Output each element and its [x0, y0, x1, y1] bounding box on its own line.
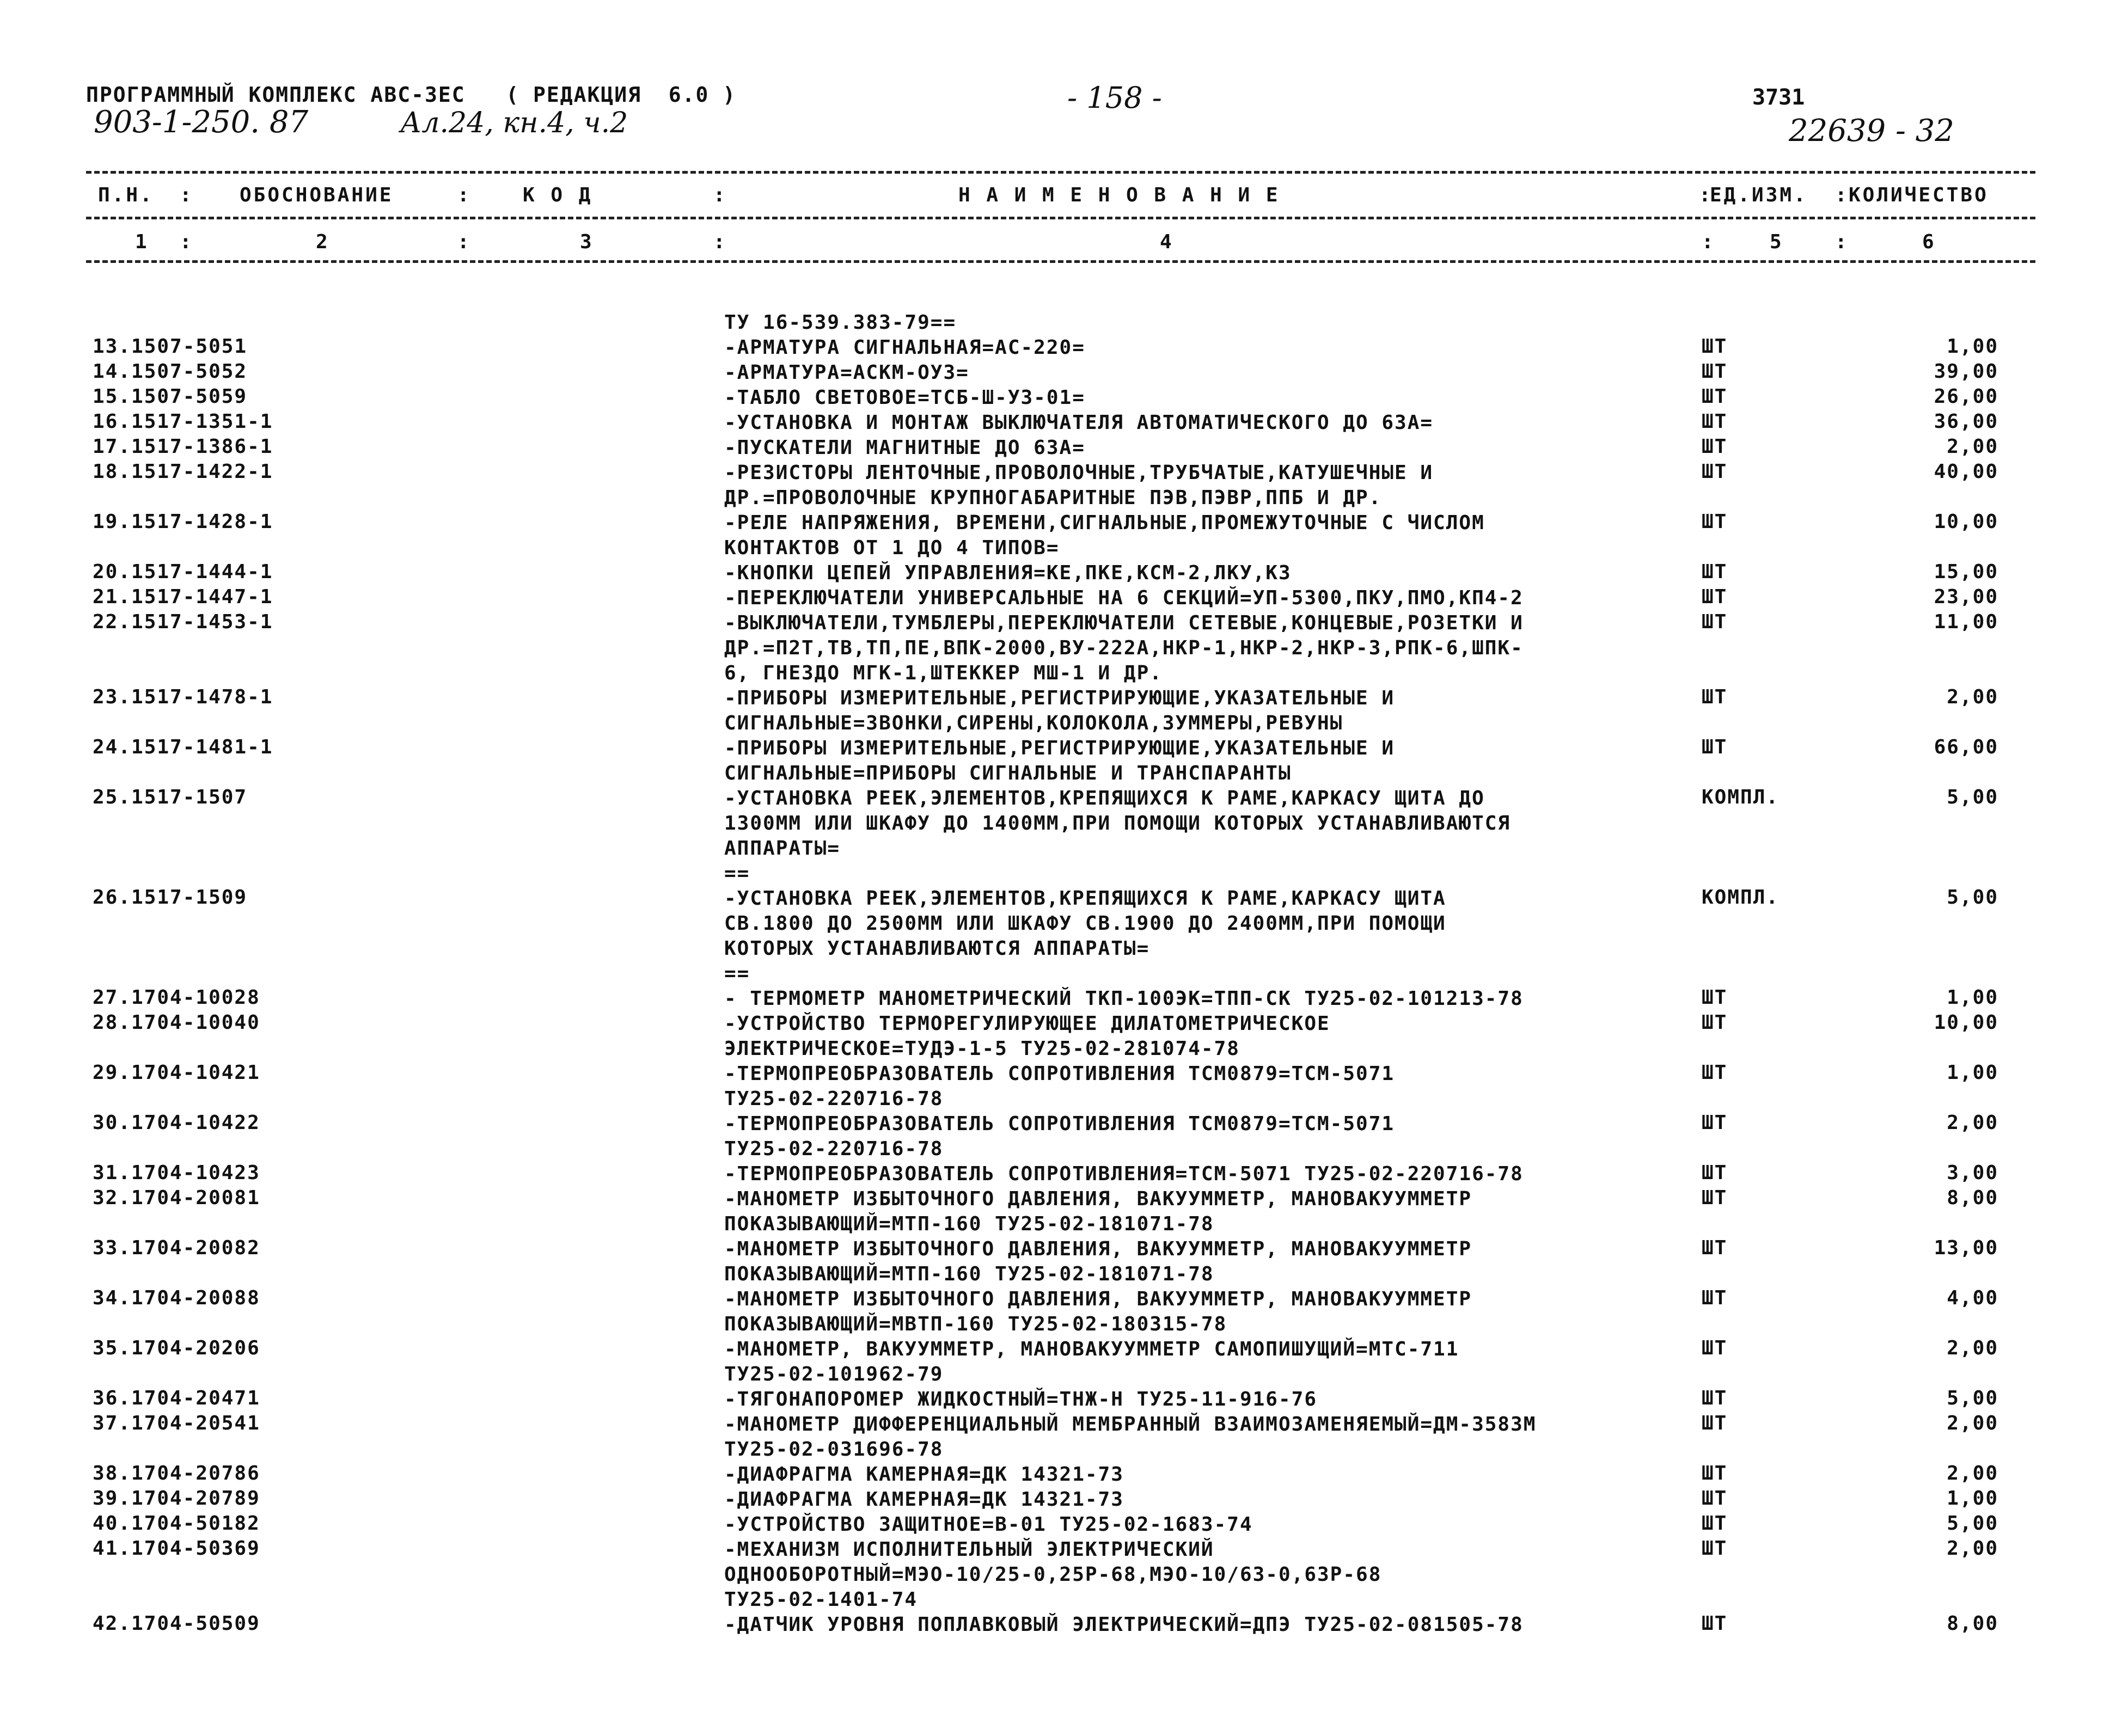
row-unit: ШТ: [1702, 1337, 1728, 1359]
row-position-code: 25.1517-1507: [93, 786, 248, 808]
row-unit: КОМПЛ.: [1702, 886, 1779, 909]
row-description-line: -МЕХАНИЗМ ИСПОЛНИТЕЛЬНЫЙ ЭЛЕКТРИЧЕСКИЙ: [724, 1538, 1214, 1561]
row-description-line: -АРМАТУРА СИГНАЛЬНАЯ=АС-220=: [724, 336, 1085, 359]
row-position-code: 31.1704-10423: [93, 1162, 260, 1184]
row-quantity: 13,00: [1934, 1237, 1998, 1259]
row-description-line: -ДАТЧИК УРОВНЯ ПОПЛАВКОВЫЙ ЭЛЕКТРИЧЕСКИЙ=ДПЭ ТУ25-02-081505-78: [724, 1614, 1524, 1636]
row-description-line: -ПЕРЕКЛЮЧАТЕЛИ УНИВЕРСАЛЬНЫЕ НА 6 СЕКЦИЙ=УП-5300,ПКУ,ПМО,КП4-2: [724, 587, 1524, 609]
row-unit: ШТ: [1702, 1512, 1728, 1535]
row-description-line: СИГНАЛЬНЫЕ=ПРИБОРЫ СИГНАЛЬНЫЕ И ТРАНСПАРАНТЫ: [724, 762, 1292, 784]
row-unit: ШТ: [1702, 1537, 1728, 1560]
row-description: [724, 1187, 1699, 1237]
row-unit: ШТ: [1702, 1112, 1728, 1134]
row-unit: ШТ: [1702, 461, 1728, 483]
col-number-3: 3: [580, 231, 592, 253]
row-description: [724, 1387, 1699, 1412]
row-description-line: -ПУСКАТЕЛИ МАГНИТНЫЕ ДО 63А=: [724, 437, 1085, 459]
row-quantity: 1,00: [1947, 986, 1998, 1009]
row-position-code: 24.1517-1481-1: [93, 736, 273, 758]
row-position-code: 37.1704-20541: [93, 1412, 260, 1434]
row-description: [724, 511, 1699, 561]
row-position-code: 29.1704-10421: [93, 1062, 260, 1084]
row-position-code: 22.1517-1453-1: [93, 611, 273, 633]
row-description-line: ПОКАЗЫВАЮЩИЙ=МТП-160 ТУ25-02-181071-78: [724, 1263, 1214, 1285]
row-position-code: 30.1704-10422: [93, 1112, 260, 1134]
row-description-line: ОДНООБОРОТНЫЙ=МЭО-10/25-0,25Р-68,МЭО-10/63-0,63Р-68: [724, 1563, 1382, 1586]
document-code: 903-1-250. 87: [94, 105, 309, 140]
row-description-line: -ТЕРМОПРЕОБРАЗОВАТЕЛЬ СОПРОТИВЛЕНИЯ=ТСМ-5071 ТУ25-02-220716-78: [724, 1163, 1524, 1185]
row-description-line: -МАНОМЕТР ИЗБЫТОЧНОГО ДАВЛЕНИЯ, ВАКУУММЕТР, МАНОВАКУУММЕТР: [724, 1238, 1472, 1260]
archive-number: 3731: [1752, 85, 1805, 110]
row-description: [724, 1112, 1699, 1162]
row-position-code: 33.1704-20082: [93, 1237, 260, 1259]
program-title: ПРОГРАММНЫЙ КОМПЛЕКС АВС-3ЕС ( РЕДАКЦИЯ 6.0 ): [86, 83, 737, 107]
row-quantity: 11,00: [1934, 611, 1998, 633]
row-description-line: КОНТАКТОВ ОТ 1 ДО 4 ТИПОВ=: [724, 537, 1060, 559]
row-quantity: 2,00: [1947, 1412, 1998, 1434]
col-header-name: Н А И М Е Н О В А Н И Е: [958, 184, 1280, 206]
col-number-1: 1: [135, 231, 147, 253]
row-unit: ШТ: [1702, 1162, 1728, 1184]
row-quantity: 4,00: [1947, 1287, 1998, 1309]
row-description-line: -РЕЗИСТОРЫ ЛЕНТОЧНЫЕ,ПРОВОЛОЧНЫЕ,ТРУБЧАТЫЕ,КАТУШЕЧНЫЕ И: [724, 462, 1434, 484]
row-description: [724, 461, 1699, 511]
row-quantity: 8,00: [1947, 1187, 1998, 1209]
row-position-code: 34.1704-20088: [93, 1287, 260, 1309]
row-unit: ШТ: [1702, 1187, 1728, 1209]
row-description-line: КОТОРЫХ УСТАНАВЛИВАЮТСЯ АППАРАТЫ=: [724, 937, 1150, 960]
row-quantity: 10,00: [1934, 511, 1998, 533]
row-description: [724, 611, 1699, 686]
col-header-basis: ОБОСНОВАНИЕ: [240, 184, 394, 206]
row-description-line: -РЕЛЕ НАПРЯЖЕНИЯ, ВРЕМЕНИ,СИГНАЛЬНЫЕ,ПРОМЕЖУТОЧНЫЕ С ЧИСЛОМ: [724, 512, 1485, 534]
col-header-unit: ЕД.ИЗМ.: [1710, 184, 1808, 206]
row-quantity: 10,00: [1934, 1011, 1998, 1034]
row-quantity: 2,00: [1947, 1462, 1998, 1485]
row-quantity: 1,00: [1947, 1062, 1998, 1084]
row-quantity: 5,00: [1947, 1387, 1998, 1409]
row-unit: КОМПЛ.: [1702, 786, 1779, 808]
row-description-line: ==: [724, 862, 750, 885]
row-description-line: -ДИАФРАГМА КАМЕРНАЯ=ДК 14321-73: [724, 1488, 1124, 1511]
row-quantity: 2,00: [1947, 1537, 1998, 1560]
row-unit: ШТ: [1702, 385, 1728, 408]
row-description: [724, 1287, 1699, 1337]
row-position-code: 28.1704-10040: [93, 1011, 260, 1034]
row-description: [724, 1062, 1699, 1112]
row-description-line: ТУ25-02-1401-74: [724, 1588, 918, 1611]
row-position-code: 23.1517-1478-1: [93, 686, 273, 708]
row-quantity: 3,00: [1947, 1162, 1998, 1184]
row-quantity: 5,00: [1947, 1512, 1998, 1535]
row-position-code: 17.1517-1386-1: [93, 435, 273, 458]
row-unit: ШТ: [1702, 435, 1728, 458]
row-description: [724, 1162, 1699, 1187]
row-unit: ШТ: [1702, 686, 1728, 708]
row-description: [724, 1462, 1699, 1487]
row-description: [724, 1337, 1699, 1387]
row-description-line: ДР.=П2Т,ТВ,ТП,ПЕ,ВПК-2000,ВУ-222А,НКР-1,НКР-2,НКР-3,РПК-6,ШПК-: [724, 637, 1524, 659]
row-description-line: ==: [724, 962, 750, 985]
row-description-line: СИГНАЛЬНЫЕ=ЗВОНКИ,СИРЕНЫ,КОЛОКОЛА,ЗУММЕРЫ,РЕВУНЫ: [724, 712, 1343, 734]
row-quantity: 8,00: [1947, 1612, 1998, 1635]
row-description-line: 1300ММ ИЛИ ШКАФУ ДО 1400ММ,ПРИ ПОМОЩИ КОТОРЫХ УСТАНАВЛИВАЮТСЯ: [724, 812, 1511, 835]
row-description: [724, 360, 1699, 385]
col-number-5: 5: [1770, 231, 1782, 253]
row-position-code: 42.1704-50509: [93, 1612, 260, 1635]
row-position-code: 15.1507-5059: [93, 385, 248, 408]
row-quantity: 40,00: [1934, 461, 1998, 483]
row-quantity: 2,00: [1947, 1112, 1998, 1134]
row-description-line: -МАНОМЕТР ИЗБЫТОЧНОГО ДАВЛЕНИЯ, ВАКУУММЕТР, МАНОВАКУУММЕТР: [724, 1288, 1472, 1310]
row-unit: ШТ: [1702, 1287, 1728, 1309]
row-description: [724, 1412, 1699, 1462]
row-description-line: -МАНОМЕТР ДИФФЕРЕНЦИАЛЬНЫЙ МЕМБРАННЫЙ ВЗАИМОЗАМЕНЯЕМЫЙ=ДМ-3583М: [724, 1413, 1537, 1436]
row-description-line: ТУ25-02-031696-78: [724, 1438, 944, 1461]
row-position-code: 21.1517-1447-1: [93, 586, 273, 608]
row-description-line: -ДИАФРАГМА КАМЕРНАЯ=ДК 14321-73: [724, 1463, 1124, 1486]
row-description-line: ТУ 16-539.383-79==: [724, 311, 957, 334]
row-unit: ШТ: [1702, 1412, 1728, 1434]
row-quantity: 5,00: [1947, 886, 1998, 909]
row-description-line: ПОКАЗЫВАЮЩИЙ=МТП-160 ТУ25-02-181071-78: [724, 1213, 1214, 1235]
row-description-line: -ПРИБОРЫ ИЗМЕРИТЕЛЬНЫЕ,РЕГИСТРИРУЮЩИЕ,УКАЗАТЕЛЬНЫЕ И: [724, 687, 1395, 709]
row-description-line: ТУ25-02-220716-78: [724, 1138, 944, 1160]
row-description: [724, 335, 1699, 360]
col-header-qty: КОЛИЧЕСТВО: [1849, 184, 1989, 206]
row-description-line: - ТЕРМОМЕТР МАНОМЕТРИЧЕСКИЙ ТКП-100ЭК=ТПП-СК ТУ25-02-101213-78: [724, 987, 1524, 1010]
row-position-code: 35.1704-20206: [93, 1337, 260, 1359]
row-position-code: 38.1704-20786: [93, 1462, 260, 1485]
row-unit: ШТ: [1702, 586, 1728, 608]
row-description: [724, 886, 1699, 986]
row-position-code: 13.1507-5051: [93, 335, 248, 358]
col-number-4: 4: [1160, 231, 1172, 253]
row-description: [724, 986, 1699, 1011]
page-number: - 158 -: [1067, 81, 1162, 115]
row-unit: ШТ: [1702, 986, 1728, 1009]
row-description: [724, 1011, 1699, 1062]
row-description: [724, 435, 1699, 461]
row-description-line: -КНОПКИ ЦЕПЕЙ УПРАВЛЕНИЯ=КЕ,ПКЕ,КСМ-2,ЛКУ,К3: [724, 562, 1292, 584]
row-description-line: -ТАБЛО СВЕТОВОЕ=ТСБ-Ш-У3-01=: [724, 387, 1085, 409]
row-description: [724, 410, 1699, 435]
row-description-line: ЭЛЕКТРИЧЕСКОЕ=ТУДЭ-1-5 ТУ25-02-281074-78: [724, 1038, 1240, 1060]
row-description-line: -ПРИБОРЫ ИЗМЕРИТЕЛЬНЫЕ,РЕГИСТРИРУЮЩИЕ,УКАЗАТЕЛЬНЫЕ И: [724, 737, 1395, 759]
sheet-reference: Ал.24, кн.4, ч.2: [400, 107, 628, 139]
row-unit: ШТ: [1702, 611, 1728, 633]
row-description-line: -АРМАТУРА=АСКМ-ОУ3=: [724, 361, 969, 384]
row-description-line: СВ.1800 ДО 2500ММ ИЛИ ШКАФУ СВ.1900 ДО 2400ММ,ПРИ ПОМОЩИ: [724, 912, 1446, 935]
row-quantity: 5,00: [1947, 786, 1998, 808]
row-unit: ШТ: [1702, 1237, 1728, 1259]
row-description: [724, 1237, 1699, 1287]
row-quantity: 39,00: [1934, 360, 1998, 383]
row-position-code: 32.1704-20081: [93, 1187, 260, 1209]
row-quantity: 2,00: [1947, 435, 1998, 458]
row-quantity: 15,00: [1934, 561, 1998, 583]
row-description-line: ПОКАЗЫВАЮЩИЙ=МВТП-160 ТУ25-02-180315-78: [724, 1313, 1227, 1335]
row-position-code: 36.1704-20471: [93, 1387, 260, 1409]
row-quantity: 1,00: [1947, 335, 1998, 358]
row-quantity: 23,00: [1934, 586, 1998, 608]
row-description: [724, 736, 1699, 786]
row-unit: ШТ: [1702, 1462, 1728, 1485]
row-unit: ШТ: [1702, 561, 1728, 583]
row-quantity: 26,00: [1934, 385, 1998, 408]
col-number-6: 6: [1922, 231, 1934, 253]
row-unit: ШТ: [1702, 360, 1728, 383]
row-unit: ШТ: [1702, 1011, 1728, 1034]
row-description-line: -МАНОМЕТР, ВАКУУММЕТР, МАНОВАКУУММЕТР САМОПИШУЩИЙ=МТС-711: [724, 1338, 1459, 1360]
col-header-pn: П.Н.: [98, 184, 154, 206]
row-description-line: -УСТРОЙСТВО ТЕРМОРЕГУЛИРУЮЩЕЕ ДИЛАТОМЕТРИЧЕСКОЕ: [724, 1013, 1330, 1035]
row-quantity: 66,00: [1934, 736, 1998, 758]
row-unit: ШТ: [1702, 511, 1728, 533]
row-description: [724, 1537, 1699, 1612]
row-position-code: 26.1517-1509: [93, 886, 248, 909]
col-header-code: К О Д: [523, 184, 593, 206]
row-description-line: -ВЫКЛЮЧАТЕЛИ,ТУМБЛЕРЫ,ПЕРЕКЛЮЧАТЕЛИ СЕТЕВЫЕ,КОНЦЕВЫЕ,РОЗЕТКИ И: [724, 612, 1524, 634]
row-description: [724, 385, 1699, 410]
row-quantity: 2,00: [1947, 1337, 1998, 1359]
row-description-line: ДР.=ПРОВОЛОЧНЫЕ КРУПНОГАБАРИТНЫЕ ПЭВ,ПЭВР,ППБ И ДР.: [724, 487, 1382, 509]
row-description: [724, 586, 1699, 611]
row-unit: ШТ: [1702, 410, 1728, 433]
row-description: [724, 561, 1699, 586]
row-description: [724, 310, 1699, 335]
row-position-code: 16.1517-1351-1: [93, 410, 273, 433]
row-description-line: ТУ25-02-101962-79: [724, 1363, 944, 1385]
row-unit: ШТ: [1702, 736, 1728, 758]
row-position-code: 14.1507-5052: [93, 360, 248, 383]
row-quantity: 36,00: [1934, 410, 1998, 433]
row-position-code: 19.1517-1428-1: [93, 511, 273, 533]
row-description-line: -ТЯГОНАПОРОМЕР ЖИДКОСТНЫЙ=ТНЖ-Н ТУ25-11-916-76: [724, 1388, 1317, 1410]
row-description-line: -УСТАНОВКА РЕЕК,ЭЛЕМЕНТОВ,КРЕПЯЩИХСЯ К РАМЕ,КАРКАСУ ЩИТА ДО: [724, 787, 1485, 809]
row-quantity: 1,00: [1947, 1487, 1998, 1510]
row-unit: ШТ: [1702, 1062, 1728, 1084]
row-description-line: ТУ25-02-220716-78: [724, 1088, 944, 1110]
row-position-code: 20.1517-1444-1: [93, 561, 273, 583]
row-description-line: -МАНОМЕТР ИЗБЫТОЧНОГО ДАВЛЕНИЯ, ВАКУУММЕТР, МАНОВАКУУММЕТР: [724, 1188, 1472, 1210]
row-description-line: -УСТРОЙСТВО ЗАЩИТНОЕ=В-01 ТУ25-02-1683-74: [724, 1513, 1253, 1536]
row-description-line: -ТЕРМОПРЕОБРАЗОВАТЕЛЬ СОПРОТИВЛЕНИЯ ТСМ0879=ТСМ-5071: [724, 1113, 1395, 1135]
row-unit: ШТ: [1702, 335, 1728, 358]
row-description-line: -УСТАНОВКА И МОНТАЖ ВЫКЛЮЧАТЕЛЯ АВТОМАТИЧЕСКОГО ДО 63А=: [724, 412, 1434, 434]
row-quantity: 2,00: [1947, 686, 1998, 708]
row-description: [724, 786, 1699, 886]
row-position-code: 40.1704-50182: [93, 1512, 260, 1535]
row-unit: ШТ: [1702, 1612, 1728, 1635]
row-description: [724, 1487, 1699, 1512]
row-position-code: 39.1704-20789: [93, 1487, 260, 1510]
row-description-line: -ТЕРМОПРЕОБРАЗОВАТЕЛЬ СОПРОТИВЛЕНИЯ ТСМ0879=ТСМ-5071: [724, 1063, 1395, 1085]
row-position-code: 41.1704-50369: [93, 1537, 260, 1560]
row-description: [724, 686, 1699, 736]
row-unit: ШТ: [1702, 1487, 1728, 1510]
row-description-line: 6, ГНЕЗДО МГК-1,ШТЕККЕР МШ-1 И ДР.: [724, 662, 1163, 684]
row-unit: ШТ: [1702, 1387, 1728, 1409]
row-description-line: АППАРАТЫ=: [724, 837, 841, 860]
row-position-code: 27.1704-10028: [93, 986, 260, 1009]
col-number-2: 2: [316, 231, 328, 253]
row-position-code: 18.1517-1422-1: [93, 461, 273, 483]
row-description: [724, 1512, 1699, 1537]
row-description-line: -УСТАНОВКА РЕЕК,ЭЛЕМЕНТОВ,КРЕПЯЩИХСЯ К РАМЕ,КАРКАСУ ЩИТА: [724, 887, 1446, 910]
row-description: [724, 1612, 1699, 1637]
inventory-number: 22639 - 32: [1789, 113, 1954, 149]
